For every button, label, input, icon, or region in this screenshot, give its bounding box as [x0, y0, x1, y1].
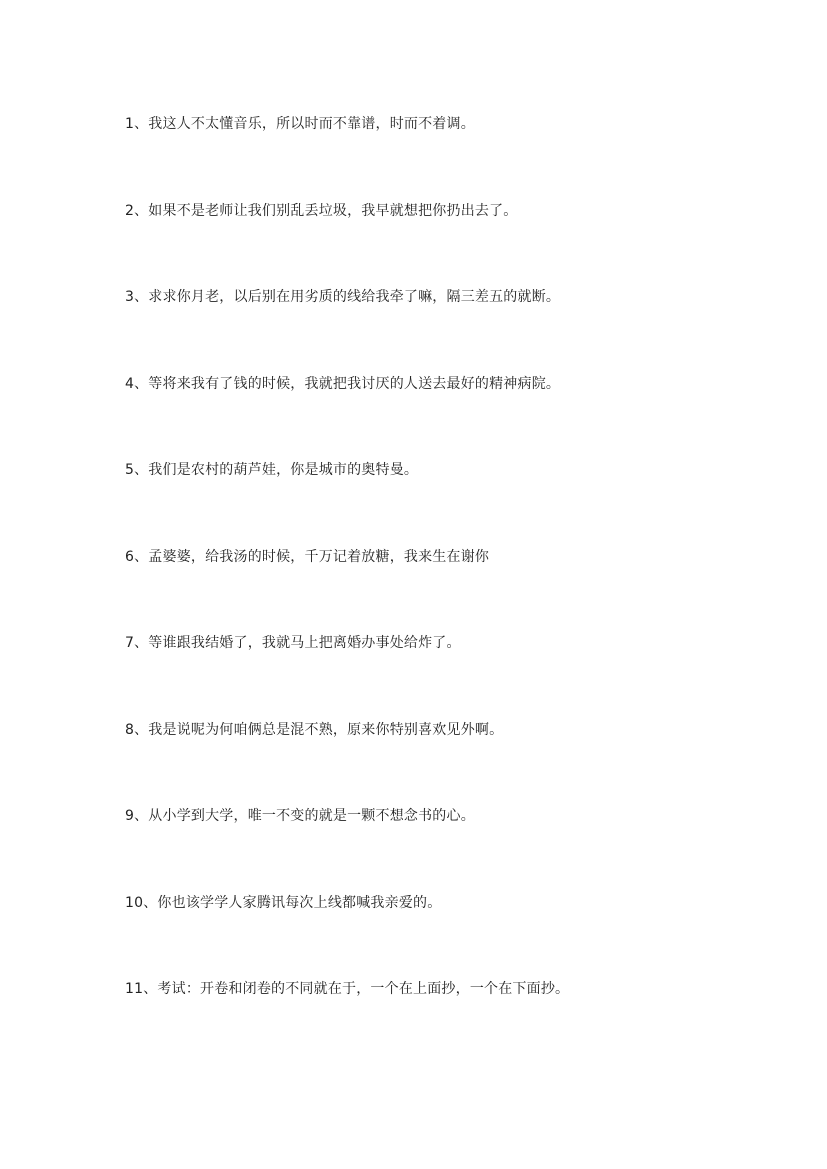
list-item: 8、我是说呢为何咱俩总是混不熟，原来你特别喜欢见外啊。	[125, 721, 504, 738]
joke-list	[125, 113, 785, 1065]
list-item: 10、你也该学学人家腾讯每次上线都喊我亲爱的。	[125, 894, 442, 911]
list-item: 6、孟婆婆，给我汤的时候，千万记着放糖，我来生在谢你	[125, 548, 490, 565]
list-item: 5、我们是农村的葫芦娃，你是城市的奥特曼。	[125, 462, 419, 478]
list-item: 3、求求你月老，以后别在用劣质的线给我牵了嘛，隔三差五的就断。	[125, 289, 561, 305]
list-item: 2、如果不是老师让我们别乱丢垃圾，我早就想把你扔出去了。	[125, 202, 518, 219]
list-item: 11、考试：开卷和闭卷的不同就在于，一个在上面抄，一个在下面抄。	[125, 981, 570, 997]
list-item: 4、等将来我有了钱的时候，我就把我讨厌的人送去最好的精神病院。	[125, 375, 561, 392]
list-item: 9、从小学到大学，唯一不变的就是一颗不想念书的心。	[125, 808, 475, 824]
list-item: 1、我这人不太懂音乐，所以时而不靠谱，时而不着调。	[125, 116, 475, 132]
list-item: 7、等谁跟我结婚了，我就马上把离婚办事处给炸了。	[125, 635, 461, 651]
